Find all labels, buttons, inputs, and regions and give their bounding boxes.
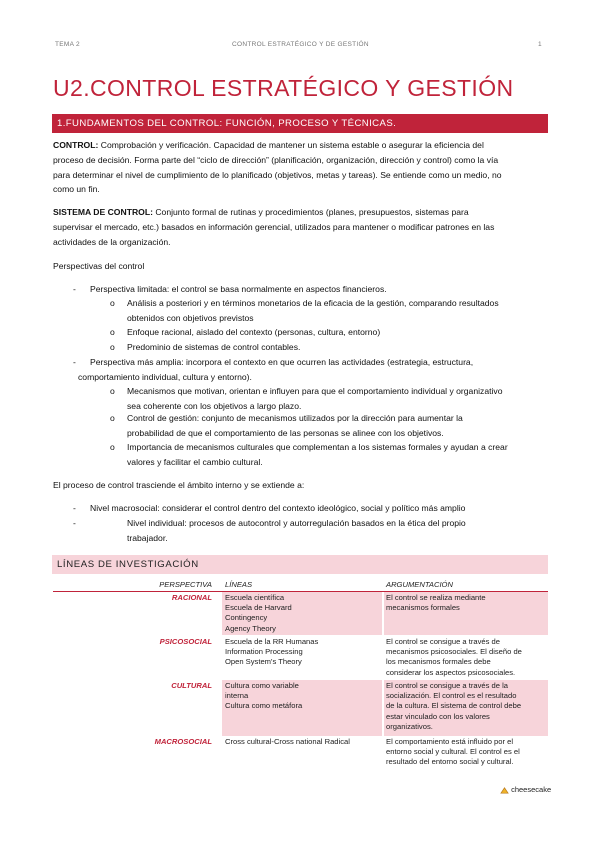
control-text-line: Comprobación y verificación. Capacidad de mantener un sistema estable o asegurar la eficiencia del [98,140,484,150]
cell-line: Cultura como variable [225,681,299,690]
sistema-text-line: supervisar el mercado, etc.) basados en información gerencial, utilizados para mantener o modificar patrones en las [53,221,495,232]
cell-line: resultado del entorno social y cultural. [386,757,514,767]
amplia-item-line: Control de gestión: conjunto de mecanismos utilizados por la dirección para aumentar la [127,413,463,423]
header-title: CONTROL ESTRATÉGICO Y DE GESTIÓN [232,41,369,48]
dash-marker: - [73,503,76,513]
bullet-marker: o [110,327,115,337]
limitada-item-line: obtenidos con objetivos previstos [127,312,254,323]
limitada-item [127,296,547,326]
amplia-item-line: sea coherente con los objetivos a largo plazo. [127,400,302,411]
bullet-marker: o [110,442,115,452]
control-term: CONTROL: [53,140,99,150]
bullet-marker: o [110,413,115,423]
lineas-heading-band [52,555,548,574]
cell-line: estar vinculado con los valores [386,711,490,721]
sistema-term: SISTEMA DE CONTROL: [53,207,153,217]
amplia-item-line: probabilidad de que el comportamiento de las personas se alinee con los objetivos. [127,427,444,438]
cell-line: El comportamiento está influido por el [386,737,514,746]
page-number: 1 [538,41,542,48]
cell-line: El control se consigue a través de la [386,681,508,690]
dash-marker: - [73,518,76,528]
row-lineas [225,737,380,747]
section-heading-band [52,114,548,133]
nivel-individual [127,516,548,546]
logo-text: cheesecake [511,785,552,794]
cell-line: Contingency [225,613,268,623]
limitada-item: Enfoque racional, aislado del contexto (personas, cultura, entorno) [127,327,381,337]
limitada-item-line: Análisis a posteriori y en términos monetarios de la eficacia de la gestión, comparando resultados [127,298,499,308]
cell-line: El control se consigue a través de [386,637,500,646]
row-argumentacion [386,737,548,768]
bullet-marker: o [110,298,115,308]
cell-line: entorno social y cultural. El control es el [386,747,520,757]
cell-line: Open System's Theory [225,657,302,667]
amplia-item-line: Mecanismos que motivan, orientan e influyen para que el comportamiento individual y organizativo [127,386,503,396]
column-header-argumentacion: ARGUMENTACIÓN [386,580,453,589]
cell-line: considerar los aspectos psicosociales. [386,667,516,677]
cell-line: de la cultura. El sistema de control debe [386,701,522,711]
row-perspectiva: RACIONAL [171,593,212,602]
cheesecake-logo [500,785,551,795]
row-argumentacion [386,593,548,613]
perspectiva-limitada: Perspectiva limitada: el control se basa normalmente en aspectos financieros. [90,284,387,294]
lineas-heading: LÍNEAS DE INVESTIGACIÓN [57,559,199,570]
amplia-item [127,411,548,441]
individual-line: Nivel individual: procesos de autocontrol y autorregulación basados en la ética del propio [127,518,466,528]
amplia-item [127,384,548,414]
cell-line: Cross cultural-Cross national Radical [225,737,350,746]
sistema-text-line: actividades de la organización. [53,236,171,247]
row-perspectiva: CULTURAL [171,681,212,690]
column-header-lineas: LÍNEAS [225,580,253,589]
sistema-definition [53,205,548,249]
amplia-line: comportamiento individual, cultura y entorno). [78,371,252,382]
amplia-line: Perspectiva más amplia: incorpora el contexto en que ocurren las actividades (estrategia, estructura, [90,357,474,367]
cell-line: Escuela de Harvard [225,603,292,613]
row-lineas [225,681,380,712]
limitada-item: Predominio de sistemas de control contables. [127,342,301,352]
dash-marker: - [73,284,76,294]
cell-line: socialización. El control es el resultado [386,691,517,701]
row-argumentacion [386,637,548,678]
control-text-line: proceso de decisión. Forma parte del “ciclo de dirección” (planificación, organización, dirección y control) como la vía [53,154,499,165]
cell-line: Agency Theory [225,623,276,633]
bullet-marker: o [110,386,115,396]
cheese-icon [500,786,509,795]
nivel-macrosocial: Nivel macrosocial: considerar el control dentro del contexto ideológico, social y político más amplio [90,503,466,513]
perspectivas-heading: Perspectivas del control [53,261,145,271]
row-lineas [225,637,380,668]
control-text-line: para determinar el nivel de cumplimiento de lo planificado (objetivos, metas y tareas). Se entiende como un medio, no [53,169,502,180]
dash-marker: - [73,357,76,367]
amplia-item-line: Importancia de mecanismos culturales que complementan a los sistemas formales y ayudan a crear [127,442,508,452]
cell-line: mecanismos psicosociales. El diseño de [386,647,522,657]
cell-line: interna [225,691,249,701]
perspectiva-amplia [78,355,548,385]
amplia-item-line: valores y facilitar el cambio cultural. [127,456,263,467]
row-lineas [225,593,380,634]
individual-line: trabajador. [127,532,168,543]
row-perspectiva: MACROSOCIAL [154,737,212,746]
cell-line: El control se realiza mediante [386,593,486,602]
cell-line: mecanismos formales [386,603,460,613]
sistema-text-line: Conjunto formal de rutinas y procedimientos (planes, presupuestos, sistemas para [152,207,469,217]
row-perspectiva: PSICOSOCIAL [159,637,212,646]
header-topic: TEMA 2 [55,41,80,48]
column-header-perspectiva: PERSPECTIVA [159,580,212,589]
cell-line: Information Processing [225,647,303,657]
bullet-marker: o [110,342,115,352]
cell-line: los mecanismos formales debe [386,657,491,667]
cell-line: Cultura como metáfora [225,701,303,711]
control-definition [53,138,548,197]
control-text-line: como un fin. [53,184,100,195]
amplia-item [127,440,548,470]
section-heading: 1.FUNDAMENTOS DEL CONTROL: FUNCIÓN, PROCESO Y TÉCNICAS. [57,118,397,129]
row-argumentacion [386,681,548,732]
cell-line: Escuela de la RR Humanas [225,637,319,646]
cell-line: Escuela científica [225,593,285,602]
trasciende-text: El proceso de control trasciende el ámbito interno y se extiende a: [53,480,305,490]
cell-line: organizativos. [386,721,433,731]
page-title: U2.CONTROL ESTRATÉGICO Y GESTIÓN [53,75,514,101]
